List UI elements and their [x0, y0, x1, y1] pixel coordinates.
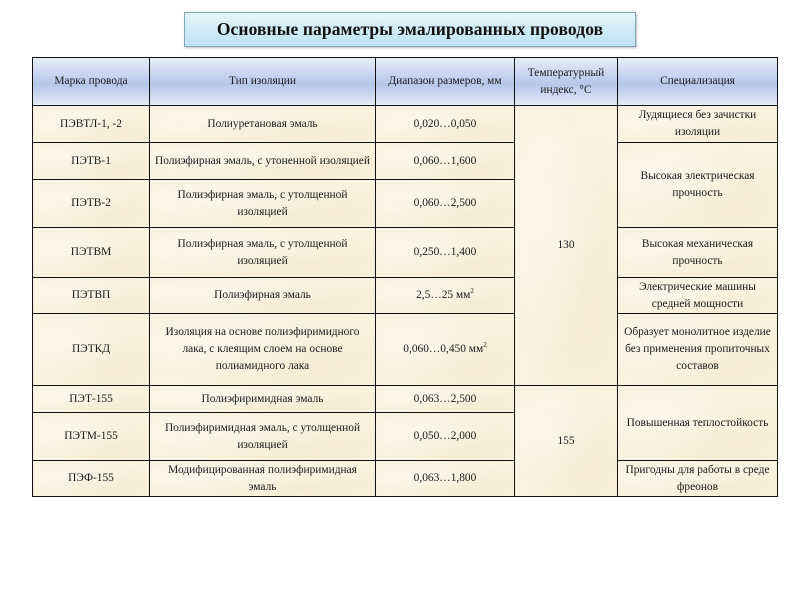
cell-specialization: Лудящиеся без зачистки изоляции — [618, 106, 778, 143]
cell-range: 0,250…1,400 — [376, 228, 515, 278]
table-row — [33, 314, 778, 386]
cell-temperature-index: 155 — [515, 386, 618, 497]
cell-specialization: Пригодны для работы в среде фреонов — [618, 461, 778, 497]
cell-insulation: Модифицированная полиэфиримидная эмаль — [150, 461, 376, 497]
cell-insulation: Полиэфирная эмаль, с утолщенной изоляцией — [150, 228, 376, 278]
header-specialization: Специализация — [618, 58, 778, 106]
table-row — [33, 386, 778, 413]
cell-brand: ПЭТМ-155 — [33, 413, 150, 461]
cell-insulation: Полиэфирная эмаль, с утолщенной изоляцией — [150, 180, 376, 228]
table-row — [33, 278, 778, 314]
cell-range: 0,020…0,050 — [376, 106, 515, 143]
cell-brand: ПЭВТЛ-1, -2 — [33, 106, 150, 143]
cell-insulation: Полиэфиримидная эмаль, с утолщенной изоляцией — [150, 413, 376, 461]
cell-range: 0,060…0,450 $мм^2$ — [376, 314, 515, 386]
header-brand: Марка провода — [33, 58, 150, 106]
page-title: Основные параметры эмалированных проводов — [216, 19, 604, 39]
wire-parameters-table — [32, 57, 778, 497]
cell-temperature-index: 130 — [515, 106, 618, 386]
cell-brand: ПЭТКД — [33, 314, 150, 386]
header-insulation-type: Тип изоляции — [150, 58, 376, 106]
cell-brand: ПЭФ-155 — [33, 461, 150, 497]
cell-brand: ПЭТВ-2 — [33, 180, 150, 228]
cell-insulation: Полиэфирная эмаль, с утоненной изоляцией — [150, 143, 376, 180]
header-temperature-index: Температурный индекс, °С — [515, 58, 618, 106]
cell-specialization: Высокая электрическая прочность — [618, 143, 778, 228]
cell-specialization: Образует монолитное изделие без применения пропиточных составов — [618, 314, 778, 386]
cell-range: 0,060…1,600 — [376, 143, 515, 180]
cell-range: 0,063…2,500 — [376, 386, 515, 413]
table-header-row — [33, 58, 778, 106]
table-row — [33, 106, 778, 143]
cell-brand: ПЭТВ-1 — [33, 143, 150, 180]
table-row — [33, 228, 778, 278]
cell-insulation: Изоляция на основе полиэфиримидного лака, с клеящим слоем на основе полиамидного лака — [150, 314, 376, 386]
cell-range: 0,050…2,000 — [376, 413, 515, 461]
cell-brand: ПЭТ-155 — [33, 386, 150, 413]
table-row — [33, 461, 778, 497]
cell-insulation: Полиэфиримидная эмаль — [150, 386, 376, 413]
cell-specialization: Повышенная теплостойкость — [618, 386, 778, 461]
cell-insulation: Полиэфирная эмаль — [150, 278, 376, 314]
page-title-box — [184, 12, 636, 47]
cell-specialization: Электрические машины средней мощности — [618, 278, 778, 314]
cell-insulation: Полиуретановая эмаль — [150, 106, 376, 143]
table-row — [33, 143, 778, 180]
cell-range: 0,060…2,500 — [376, 180, 515, 228]
cell-brand: ПЭТВП — [33, 278, 150, 314]
cell-brand: ПЭТВМ — [33, 228, 150, 278]
cell-range: 0,063…1,800 — [376, 461, 515, 497]
header-size-range: Диапазон размеров, мм — [376, 58, 515, 106]
cell-specialization: Высокая механическая прочность — [618, 228, 778, 278]
cell-range: 2,5…25 $мм^2$ — [376, 278, 515, 314]
